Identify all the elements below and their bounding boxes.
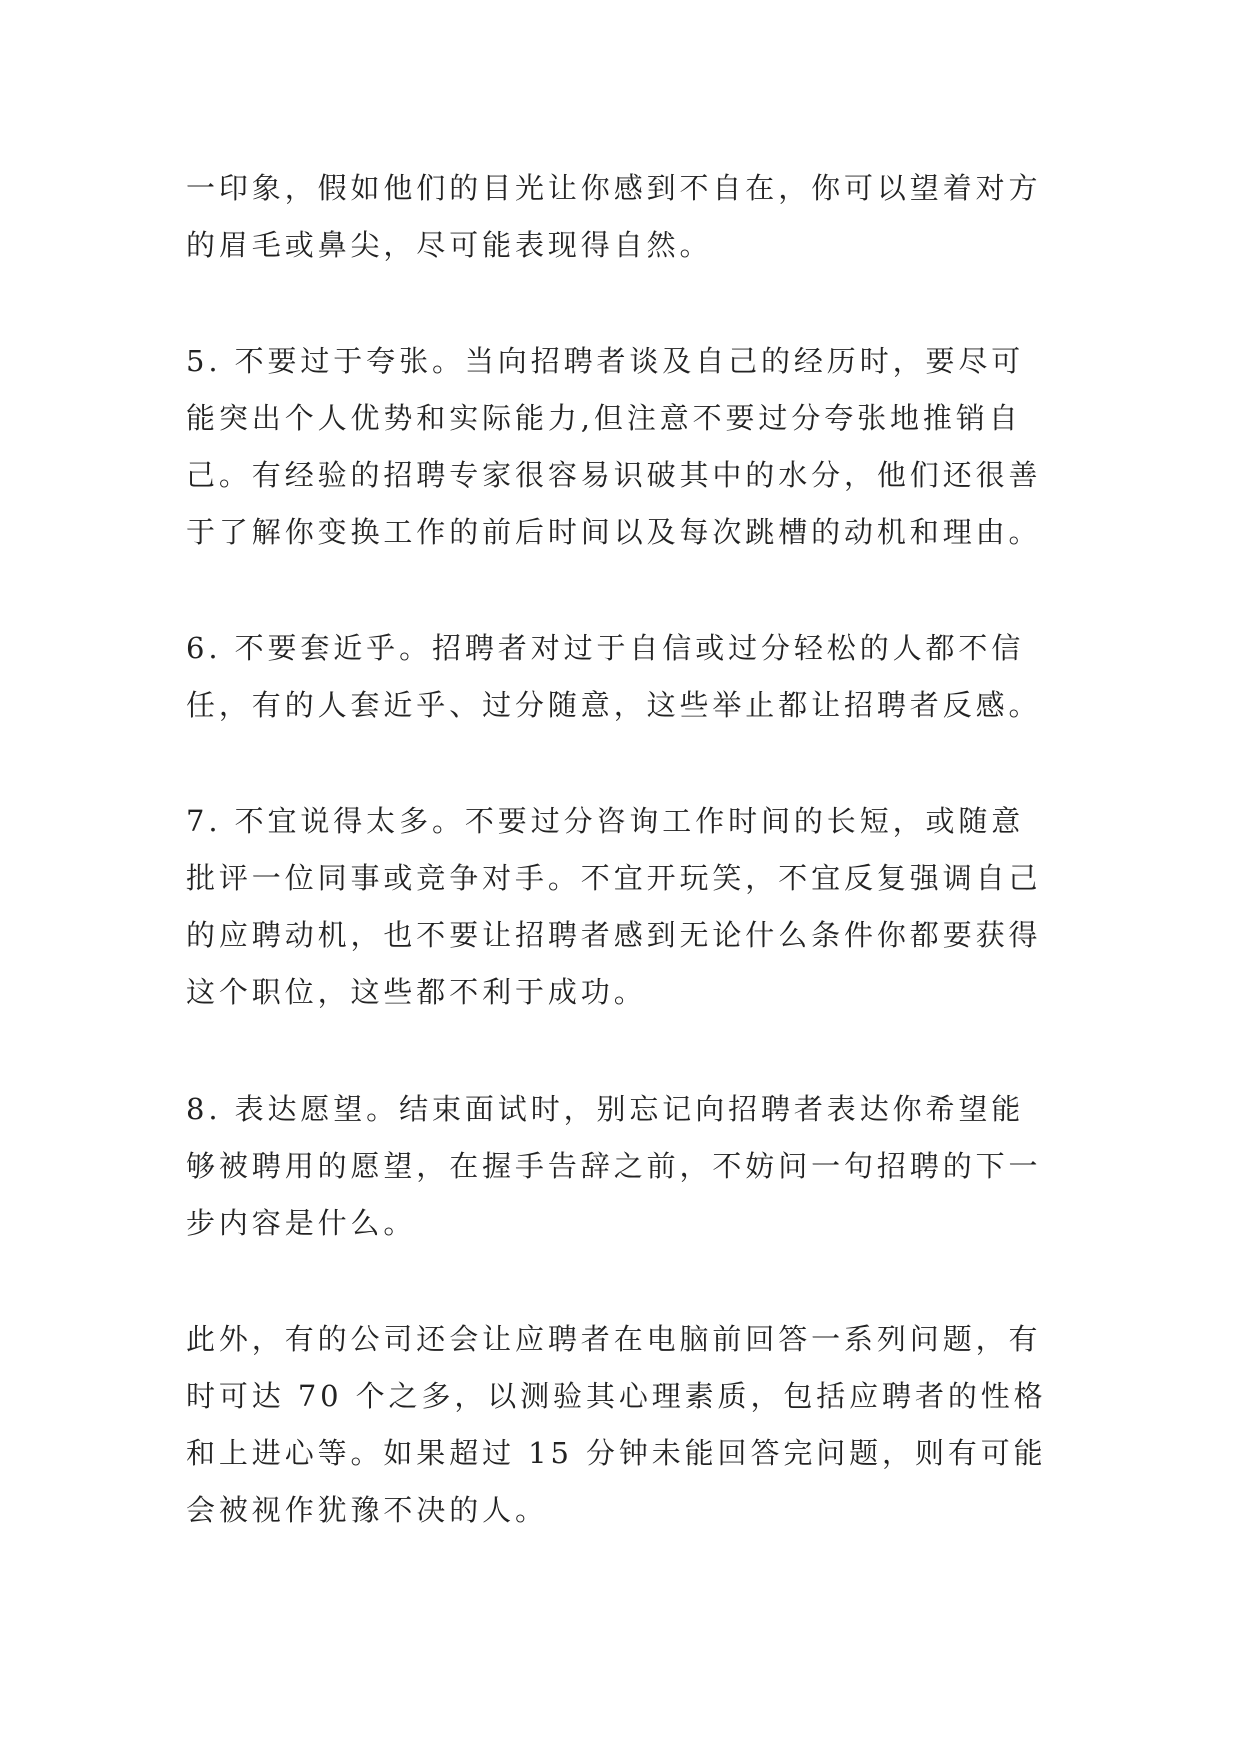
paragraph-tip-5: 5. 不要过于夸张。当向招聘者谈及自己的经历时，要尽可能突出个人优势和实际能力,但注意不要过分夸张地推销自己。有经验的招聘专家很容易识破其中的水分，他们还很善于了解你变换工作的前后时间以及每次跳槽的动机和理由。 bbox=[186, 344, 1042, 549]
paragraph-tip-8: 8. 表达愿望。结束面试时，别忘记向招聘者表达你希望能够被聘用的愿望，在握手告辞之前，不妨问一句招聘的下一步内容是什么。 bbox=[186, 1092, 1042, 1240]
paragraph-additional-note: 此外，有的公司还会让应聘者在电脑前回答一系列问题，有时可达 70 个之多，以测验其心理素质，包括应聘者的性格和上进心等。如果超过 15 分钟未能回答完问题，则有可能会被视作犹豫不决的人。 bbox=[186, 1322, 1047, 1527]
paragraph-continuation: 一印象，假如他们的目光让你感到不自在，你可以望着对方的眉毛或鼻尖，尽可能表现得自然。 bbox=[186, 171, 1042, 262]
paragraph-tip-6: 6. 不要套近乎。招聘者对过于自信或过分轻松的人都不信任，有的人套近乎、过分随意，这些举止都让招聘者反感。 bbox=[186, 631, 1042, 722]
paragraph-tip-7: 7. 不宜说得太多。不要过分咨询工作时间的长短，或随意批评一位同事或竞争对手。不宜开玩笑，不宜反复强调自己的应聘动机，也不要让招聘者感到无论什么条件你都要获得这个职位，这些都不利于成功。 bbox=[186, 804, 1042, 1009]
